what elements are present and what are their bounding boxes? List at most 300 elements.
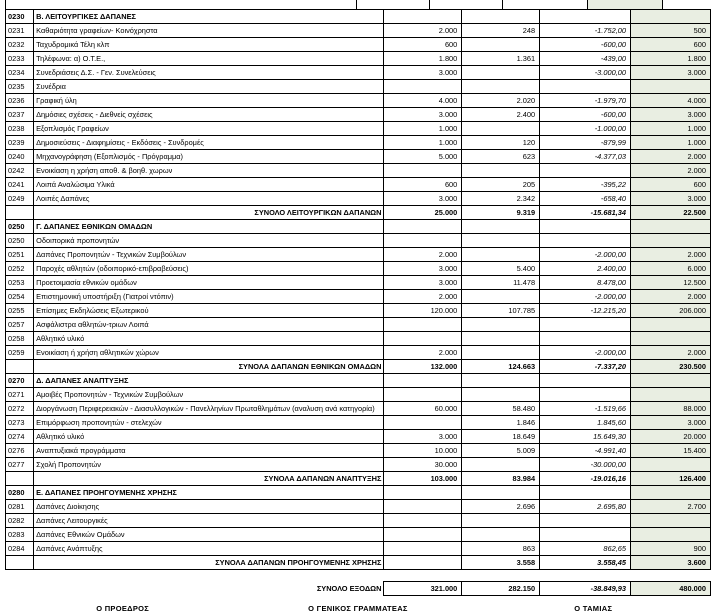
row-code: 0233 [6,52,34,66]
row-code: 0281 [6,500,34,514]
table-row [6,150,711,164]
group-n4 [630,10,710,24]
row-code: 0250 [6,234,34,248]
row-value-budget-prev: 120.000 [384,304,462,318]
row-value-budget-new [630,318,710,332]
row-value-budget-new: 2.000 [630,290,710,304]
total-label: ΣΥΝΟΛΑ ΔΑΠΑΝΩΝ ΠΡΟΗΓΟΥΜΕΝΗΣ ΧΡΗΣΗΣ [34,556,384,570]
row-code: 0249 [6,192,34,206]
row-value-difference: 1.845,60 [540,416,631,430]
group-n3 [540,10,631,24]
table-row [6,122,711,136]
group-code: 0280 [6,486,34,500]
spacer-cell [384,570,462,582]
row-value-budget-prev: 30.000 [384,458,462,472]
table-row [6,234,711,248]
row-value-actual: 2.342 [462,192,540,206]
total-budget-prev [384,556,462,570]
row-value-budget-new: 3.000 [630,192,710,206]
row-value-actual: 1.361 [462,52,540,66]
row-value-budget-prev [384,164,462,178]
row-value-budget-new: 2.000 [630,346,710,360]
row-value-difference: 862,65 [540,542,631,556]
row-value-actual: 1.846 [462,416,540,430]
spacer-cell [630,570,710,582]
top-edge-col3 [503,0,588,9]
group-n1 [384,220,462,234]
row-description: Μηχανογράφηση (Εξοπλισμός - Πρόγραμμα) [34,150,384,164]
row-value-actual: 2.400 [462,108,540,122]
row-value-actual: 5.009 [462,444,540,458]
grand-total-code [6,582,34,596]
row-description: Αναπτυξιακά προγράμματα [34,444,384,458]
row-value-actual: 120 [462,136,540,150]
row-value-budget-new: 2.000 [630,150,710,164]
row-value-budget-new: 2.700 [630,500,710,514]
row-value-actual: 11.478 [462,276,540,290]
row-value-budget-new: 600 [630,38,710,52]
group-total-row [6,472,711,486]
row-code: 0235 [6,80,34,94]
total-code [6,556,34,570]
row-value-budget-prev: 4.000 [384,94,462,108]
group-n2 [462,374,540,388]
row-code: 0252 [6,262,34,276]
total-label: ΣΥΝΟΛΑ ΔΑΠΑΝΩΝ ΕΘΝΙΚΩΝ ΟΜΑΔΩΝ [34,360,384,374]
row-description: Αμοιβές Προπονητών - Τεχνικών Συμβούλων [34,388,384,402]
group-label: Ε. ΔΑΠΑΝΕΣ ΠΡΟΗΓΟΥΜΕΝΗΣ ΧΡΗΣΗΣ [34,486,384,500]
row-description: Εξοπλισμός Γραφείων [34,122,384,136]
row-value-budget-prev: 3.000 [384,262,462,276]
row-value-actual: 248 [462,24,540,38]
table-row [6,24,711,38]
table-row [6,262,711,276]
row-value-budget-new: 6.000 [630,262,710,276]
signature-president: Ο ΠΡΟΕΔΡΟΣ [96,604,150,613]
group-n4 [630,220,710,234]
row-value-budget-prev: 1.800 [384,52,462,66]
row-value-difference: -2.000,00 [540,248,631,262]
group-total-row [6,360,711,374]
row-value-difference [540,318,631,332]
row-value-actual [462,164,540,178]
table-row [6,332,711,346]
row-code: 0231 [6,24,34,38]
total-budget-new: 126.400 [630,472,710,486]
total-budget-new: 230.500 [630,360,710,374]
row-value-actual: 623 [462,150,540,164]
table-top-edge [5,0,711,9]
row-value-difference: -1.752,00 [540,24,631,38]
row-value-actual: 205 [462,178,540,192]
table-row [6,528,711,542]
row-value-difference: -658,40 [540,192,631,206]
row-description: Δαπάνες Εθνικών Ομάδων [34,528,384,542]
row-value-actual: 18.649 [462,430,540,444]
row-value-budget-new: 2.000 [630,248,710,262]
row-value-actual [462,514,540,528]
row-description: Συνεδριάσεις Δ.Σ. - Γεν. Συνελεύσεις [34,66,384,80]
total-budget-prev: 132.000 [384,360,462,374]
table-row [6,458,711,472]
row-value-budget-prev [384,318,462,332]
row-value-difference: -1.000,00 [540,122,631,136]
row-code: 0283 [6,528,34,542]
total-actual: 124.663 [462,360,540,374]
signature-secretary: Ο ΓΕΝΙΚΟΣ ΓΡΑΜΜΑΤΕΑΣ [308,604,408,613]
row-value-budget-new: 15.400 [630,444,710,458]
row-value-budget-prev [384,234,462,248]
row-value-difference: -2.000,00 [540,290,631,304]
group-n3 [540,486,631,500]
row-description: Συνέδρια [34,80,384,94]
grand-total-actual: 282.150 [462,582,540,596]
total-actual: 9.319 [462,206,540,220]
row-value-budget-new: 1.000 [630,122,710,136]
row-code: 0236 [6,94,34,108]
row-value-budget-new [630,514,710,528]
row-value-budget-new [630,332,710,346]
row-description: Ασφάλιστρα αθλητών-τριων Λοιπά [34,318,384,332]
grand-total-difference: -38.849,93 [540,582,631,596]
row-code: 0253 [6,276,34,290]
row-description: Οδοιπορικά προπονητών [34,234,384,248]
row-value-actual [462,122,540,136]
table-row [6,542,711,556]
row-value-budget-prev: 1.000 [384,122,462,136]
table-row [6,52,711,66]
row-value-actual [462,346,540,360]
row-code: 0276 [6,444,34,458]
row-value-difference [540,80,631,94]
row-value-budget-prev [384,332,462,346]
group-n3 [540,374,631,388]
row-value-actual [462,66,540,80]
row-code: 0254 [6,290,34,304]
row-value-budget-new: 600 [630,178,710,192]
total-label: ΣΥΝΟΛΑ ΔΑΠΑΝΩΝ ΑΝΑΠΤΥΞΗΣ [34,472,384,486]
row-code: 0239 [6,136,34,150]
row-value-difference: -395,22 [540,178,631,192]
row-value-budget-new: 500 [630,24,710,38]
total-code [6,360,34,374]
table-row [6,94,711,108]
row-description: Δαπάνες Λειτουργικές [34,514,384,528]
group-n3 [540,220,631,234]
row-value-budget-new: 3.000 [630,66,710,80]
row-value-budget-prev: 600 [384,178,462,192]
row-description: Αθλητικό υλικό [34,430,384,444]
row-code: 0234 [6,66,34,80]
row-value-budget-prev [384,542,462,556]
total-budget-prev: 103.000 [384,472,462,486]
row-code: 0272 [6,402,34,416]
row-value-difference: -439,00 [540,52,631,66]
table-row [6,318,711,332]
group-code: 0230 [6,10,34,24]
row-value-difference: -600,00 [540,38,631,52]
table-row [6,164,711,178]
row-code: 0282 [6,514,34,528]
row-value-budget-new [630,458,710,472]
row-value-budget-prev: 3.000 [384,108,462,122]
total-budget-new: 3.600 [630,556,710,570]
top-edge-col2 [430,0,503,9]
table-row [6,416,711,430]
row-description: Προετοιμασία εθνικών ομάδων [34,276,384,290]
row-value-budget-new [630,528,710,542]
row-description: Αθλητικό υλικό [34,332,384,346]
row-value-budget-prev: 3.000 [384,276,462,290]
row-code: 0240 [6,150,34,164]
row-value-budget-prev: 1.000 [384,136,462,150]
row-value-actual [462,388,540,402]
row-description: Δημοσιεύσεις - Διαφημίσεις - Εκδόσεις - Συνδρομές [34,136,384,150]
row-value-budget-prev [384,80,462,94]
row-value-budget-prev [384,514,462,528]
table-row [6,430,711,444]
row-value-budget-new: 2.000 [630,164,710,178]
row-description: Ταχυδρομικά Τέλη κλπ [34,38,384,52]
row-description: Δαπάνες Διοίκησης [34,500,384,514]
row-code: 0251 [6,248,34,262]
table-row [6,402,711,416]
group-total-row [6,206,711,220]
row-value-budget-prev: 60.000 [384,402,462,416]
row-value-budget-new: 20.000 [630,430,710,444]
spacer-row [6,570,711,582]
group-header-row [6,220,711,234]
table-row [6,346,711,360]
total-difference: -15.681,34 [540,206,631,220]
row-value-budget-prev [384,388,462,402]
row-description: Καθαριότητα γραφείων- Κοινόχρηστα [34,24,384,38]
signature-row [5,604,711,613]
row-value-budget-prev: 3.000 [384,66,462,80]
row-value-difference [540,164,631,178]
row-value-actual: 2.020 [462,94,540,108]
row-value-budget-prev: 3.000 [384,430,462,444]
total-code [6,472,34,486]
table-row [6,38,711,52]
signature-treasurer: Ο ΤΑΜΙΑΣ [574,604,613,613]
row-value-budget-prev [384,416,462,430]
row-value-difference: -1.979,70 [540,94,631,108]
row-value-actual: 107.785 [462,304,540,318]
row-value-budget-prev: 2.000 [384,248,462,262]
row-code: 0255 [6,304,34,318]
row-value-actual [462,234,540,248]
row-value-difference: -12.215,20 [540,304,631,318]
table-row [6,276,711,290]
row-value-budget-prev: 2.000 [384,24,462,38]
row-description: Διοργάνωση Περιφερειακών - Διασυλλογικών - Πανελληνίων Πρωταθλημάτων (αναλυση ανά κατηγορία) [34,402,384,416]
group-n4 [630,374,710,388]
row-value-budget-prev [384,500,462,514]
row-value-actual [462,458,540,472]
row-value-budget-new: 3.000 [630,416,710,430]
row-value-difference: -3.000,00 [540,66,631,80]
row-value-budget-new: 206.000 [630,304,710,318]
row-value-budget-prev: 600 [384,38,462,52]
row-description: Λοιπές Δαπάνες [34,192,384,206]
row-value-budget-new: 88.000 [630,402,710,416]
row-value-difference: 15.649,30 [540,430,631,444]
row-value-actual: 863 [462,542,540,556]
row-value-difference: -2.000,00 [540,346,631,360]
row-value-budget-prev: 3.000 [384,192,462,206]
row-code: 0277 [6,458,34,472]
row-value-difference: 2.400,00 [540,262,631,276]
total-code [6,206,34,220]
row-value-actual [462,528,540,542]
row-code: 0271 [6,388,34,402]
row-value-difference: -1.519,66 [540,402,631,416]
table-row [6,290,711,304]
table-row [6,500,711,514]
row-value-difference [540,528,631,542]
row-description: Ενοικίαση η χρήση αποθ. & βοηθ. χωρων [34,164,384,178]
row-value-actual: 5.400 [462,262,540,276]
top-edge-col4 [588,0,663,9]
group-n2 [462,486,540,500]
spacer-cell [540,570,631,582]
top-edge-desc [5,0,357,9]
row-code: 0258 [6,332,34,346]
row-description: Παροχές αθλητών (οδοιπορικό-επιβραβεύσεις) [34,262,384,276]
row-value-budget-new [630,388,710,402]
row-value-budget-prev: 2.000 [384,290,462,304]
row-description: Τηλέφωνα: α) Ο.Τ.Ε., [34,52,384,66]
row-value-budget-new: 1.800 [630,52,710,66]
table-row [6,108,711,122]
row-value-difference: 8.478,00 [540,276,631,290]
total-actual: 83.984 [462,472,540,486]
row-value-budget-prev: 2.000 [384,346,462,360]
table-row [6,304,711,318]
table-row [6,192,711,206]
row-value-difference: -4.991,40 [540,444,631,458]
row-value-budget-prev: 10.000 [384,444,462,458]
total-difference: -7.337,20 [540,360,631,374]
grand-total-budget-prev: 321.000 [384,582,462,596]
row-description: Γραφική ύλη [34,94,384,108]
row-code: 0257 [6,318,34,332]
row-description: Δαπάνες Ανάπτυξης [34,542,384,556]
row-description: Επιμόρφωση προπονητών - στελεχών [34,416,384,430]
row-description: Δαπάνες Προπονητών - Τεχνικών Συμβούλων [34,248,384,262]
group-n4 [630,486,710,500]
row-value-budget-prev [384,528,462,542]
row-value-budget-new [630,80,710,94]
group-code: 0250 [6,220,34,234]
group-n1 [384,374,462,388]
row-value-actual [462,318,540,332]
row-description: Λοιπά Αναλώσιμα Υλικά [34,178,384,192]
row-value-budget-new: 1.000 [630,136,710,150]
total-difference: -19.016,16 [540,472,631,486]
row-value-difference: -4.377,03 [540,150,631,164]
row-code: 0274 [6,430,34,444]
spacer-cell [462,570,540,582]
group-label: Γ. ΔΑΠΑΝΕΣ ΕΘΝΙΚΩΝ ΟΜΑΔΩΝ [34,220,384,234]
row-value-actual [462,38,540,52]
grand-total-row [6,582,711,596]
row-code: 0232 [6,38,34,52]
table-row [6,514,711,528]
row-value-difference: -879,99 [540,136,631,150]
spacer-cell [6,570,34,582]
row-description: Επίσημες Εκδηλώσεις Εξωτερικού [34,304,384,318]
table-row [6,136,711,150]
row-code: 0284 [6,542,34,556]
row-code: 0238 [6,122,34,136]
grand-total-budget-new: 480.000 [630,582,710,596]
group-header-row [6,486,711,500]
expenses-table-body [6,10,711,596]
group-total-row [6,556,711,570]
total-difference: 3.558,45 [540,556,631,570]
total-label: ΣΥΝΟΛΟ ΛΕΙΤΟΥΡΓΙΚΩΝ ΔΑΠΑΝΩΝ [34,206,384,220]
group-n2 [462,10,540,24]
table-row [6,444,711,458]
total-budget-new: 22.500 [630,206,710,220]
row-value-difference [540,332,631,346]
spacer-cell [34,570,384,582]
row-code: 0237 [6,108,34,122]
row-value-actual [462,290,540,304]
row-value-actual [462,80,540,94]
table-row [6,388,711,402]
row-code: 0273 [6,416,34,430]
row-value-difference: -30.000,00 [540,458,631,472]
group-label: Β. ΛΕΙΤΟΥΡΓΙΚΕΣ ΔΑΠΑΝΕΣ [34,10,384,24]
total-budget-prev: 25.000 [384,206,462,220]
row-value-difference [540,388,631,402]
group-code: 0270 [6,374,34,388]
row-description: Σχολή Προπονητών [34,458,384,472]
group-n1 [384,486,462,500]
row-value-actual: 2.696 [462,500,540,514]
row-value-budget-new: 4.000 [630,94,710,108]
row-value-budget-new: 3.000 [630,108,710,122]
row-value-budget-prev: 5.000 [384,150,462,164]
group-header-row [6,10,711,24]
table-row [6,248,711,262]
row-value-actual [462,248,540,262]
row-value-budget-new [630,234,710,248]
row-value-difference: 2.695,80 [540,500,631,514]
row-value-difference [540,234,631,248]
table-row [6,66,711,80]
row-code: 0242 [6,164,34,178]
group-n1 [384,10,462,24]
row-value-budget-new: 900 [630,542,710,556]
row-description: Επιστημονική υποστήριξη (Γιατροί ντόπιν) [34,290,384,304]
row-value-difference: -600,00 [540,108,631,122]
table-row [6,80,711,94]
total-actual: 3.558 [462,556,540,570]
grand-total-label: ΣΥΝΟΛΟ ΕΞΟΔΩΝ [34,582,384,596]
row-code: 0259 [6,346,34,360]
top-edge-col1 [357,0,430,9]
expenses-table [5,9,711,596]
group-header-row [6,374,711,388]
row-value-actual [462,332,540,346]
row-value-budget-new: 12.500 [630,276,710,290]
row-value-difference [540,514,631,528]
row-description: Ενοικίαση ή χρήση αθλητικών χώρων [34,346,384,360]
